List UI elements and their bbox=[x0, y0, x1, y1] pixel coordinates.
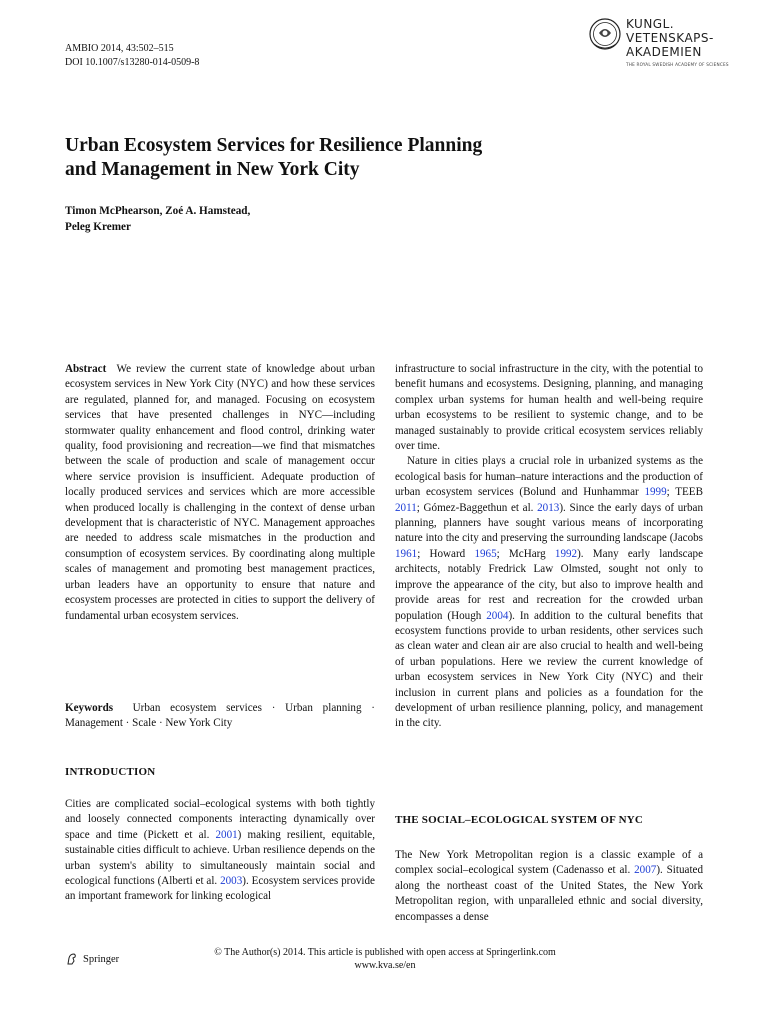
p2-text: ). Since the early days of urban planning, planners have sought various means of incorporating nature into the city and preserving the surrounding landscape (Jacobs bbox=[395, 501, 703, 545]
intro-text-a: Cities are complicated social–ecological systems with both tightly and loosely connected components interacting dynamically over space and time (Pickett et al. bbox=[65, 798, 375, 841]
academy-seal-icon bbox=[588, 16, 622, 56]
p2-text: ; McHarg bbox=[496, 547, 555, 560]
p3-text: The New York Metropolitan region is a classic example of a complex social–ecological system (Cadenasso et al. bbox=[395, 849, 703, 877]
citation-link[interactable]: 1965 bbox=[474, 547, 497, 560]
section-heading-social-ecological: THE SOCIAL–ECOLOGICAL SYSTEM OF NYC bbox=[395, 814, 644, 826]
citation-link[interactable]: 2011 bbox=[395, 501, 417, 514]
introduction-heading: INTRODUCTION bbox=[65, 766, 156, 778]
abstract-section bbox=[65, 362, 375, 624]
keywords-text: Urban ecosystem services · Urban planning · Management · Scale · New York City bbox=[65, 702, 375, 730]
citation-link[interactable]: 2004 bbox=[486, 609, 509, 622]
p3-text: ). Situated along the northeast coast of the United States, the New York Metropolitan region, with unparalleled ethnic and social diversity, encompasses a dense bbox=[395, 864, 703, 923]
logo-subtitle: THE ROYAL SWEDISH ACADEMY OF SCIENCES bbox=[626, 62, 729, 67]
p2-text: ). In addition to the cultural benefits that ecosystem functions provide to urban residents, other services such as clean water and clean air are also crucial to health and well-being of urban populations. Here we review the current knowledge of urban ecosystem services in New York City (NYC) and their inclusion in current plans and policies as a foundation for the development of urban resilience planning, policy, and management in the city. bbox=[395, 609, 703, 730]
logo-line-3: AKADEMIEN bbox=[626, 45, 702, 59]
citation-link[interactable]: 1992 bbox=[554, 547, 578, 560]
abstract-text: We review the current state of knowledge about urban ecosystem services in New York City (NYC) and how these services are regulated, planned for, and managed. Focusing on ecosystem services that have presented challenges in NYC—including stormwater quality enhancement and flood control, drinking water quality, food provisioning and recreation—we find that mismatches between the scale of production and scale of management occur where service provision is insufficient. Adequate production of locally produced services and services which are more accessible when produced locally is challenging in the context of dense urban development that is characteristic of NYC. Management approaches are needed to address scale mismatches in the production and consumption of ecosystem services. By coordinating along multiple scales of management and promoting best management practices, urban leaders have an opportunity to ensure that nature and ecosystem processes are protected in cities to support the delivery of fundamental urban ecosystem services. bbox=[65, 363, 376, 622]
p2-text: Nature in cities plays a crucial role in urbanized systems as the ecological basis for human–nature interactions and the production of urban ecosystem services (Bolund and Hunhammar bbox=[395, 455, 703, 499]
p2-text: ; Howard bbox=[417, 547, 475, 560]
citation-link[interactable]: 1999 bbox=[644, 486, 667, 499]
citation-link[interactable]: 1961 bbox=[395, 547, 418, 560]
keywords-section bbox=[65, 701, 375, 732]
doi-line: DOI 10.1007/s13280-014-0509-8 bbox=[65, 57, 200, 68]
intro-text-b: ) making resilient, equitable, sustainable cities difficult to achieve. Urban resilience depends on the urban system's ability to simultaneously maintain social and ecological functions (Alberti et al. bbox=[65, 828, 375, 888]
citation-link[interactable]: 2003 bbox=[220, 875, 243, 888]
p2-text: ). Many early landscape architects, notably Fredrick Law Olmsted, sought not only to improve the appearance of the city, but also to improve health and provide areas for rest and recreation for the crowded urban population (Hough bbox=[395, 547, 703, 622]
title-line-2: and Management in New York City bbox=[65, 159, 360, 180]
authors-line-1: Timon McPhearson, Zoé A. Hamstead, bbox=[65, 205, 251, 217]
citation-link[interactable]: 2001 bbox=[215, 828, 238, 841]
springer-horse-icon bbox=[65, 952, 79, 966]
citation-link[interactable]: 2007 bbox=[634, 864, 657, 877]
authors-line-2: Peleg Kremer bbox=[65, 221, 131, 233]
abstract-label: Abstract bbox=[65, 363, 107, 375]
publisher-name: Springer bbox=[83, 953, 120, 965]
copyright-line: © The Author(s) 2014. This article is published with open access at Springerlink.com bbox=[214, 947, 556, 958]
journal-line: AMBIO 2014, 43:502–515 bbox=[65, 43, 174, 54]
title-line-1: Urban Ecosystem Services for Resilience Planning bbox=[65, 135, 483, 156]
p2-text: ; Gómez-Baggethun et al. bbox=[416, 501, 538, 514]
intro-text-c: ). Ecosystem services provide an important framework for linking ecological bbox=[65, 875, 375, 903]
logo-line-1: KUNGL. bbox=[626, 17, 675, 31]
keywords-label: Keywords bbox=[65, 702, 114, 714]
p2-text: ; TEEB bbox=[666, 486, 703, 499]
article-title bbox=[65, 134, 625, 182]
col2-paragraph-2 bbox=[395, 454, 703, 731]
springer-logo bbox=[65, 952, 119, 966]
column-2-bottom bbox=[395, 848, 703, 925]
col2-paragraph-1: infrastructure to social infrastructure in the city, with the potential to benefit humans and ecosystems. Designing, planning, and managing complex urban systems for human health and well-being require urban ecosystems to be resilient to systemic change, and to be managed sustainably to provide critical ecosystem services reliably over time. bbox=[395, 363, 703, 453]
footer bbox=[150, 946, 620, 972]
author-list bbox=[65, 203, 385, 235]
footer-url[interactable]: www.kva.se/en bbox=[354, 960, 416, 971]
journal-meta bbox=[65, 42, 199, 70]
citation-link[interactable]: 2013 bbox=[537, 501, 560, 514]
column-2-top bbox=[395, 362, 703, 732]
logo-line-2: VETENSKAPS- bbox=[626, 31, 714, 45]
introduction-paragraph bbox=[65, 797, 375, 905]
academy-logo bbox=[588, 16, 728, 72]
